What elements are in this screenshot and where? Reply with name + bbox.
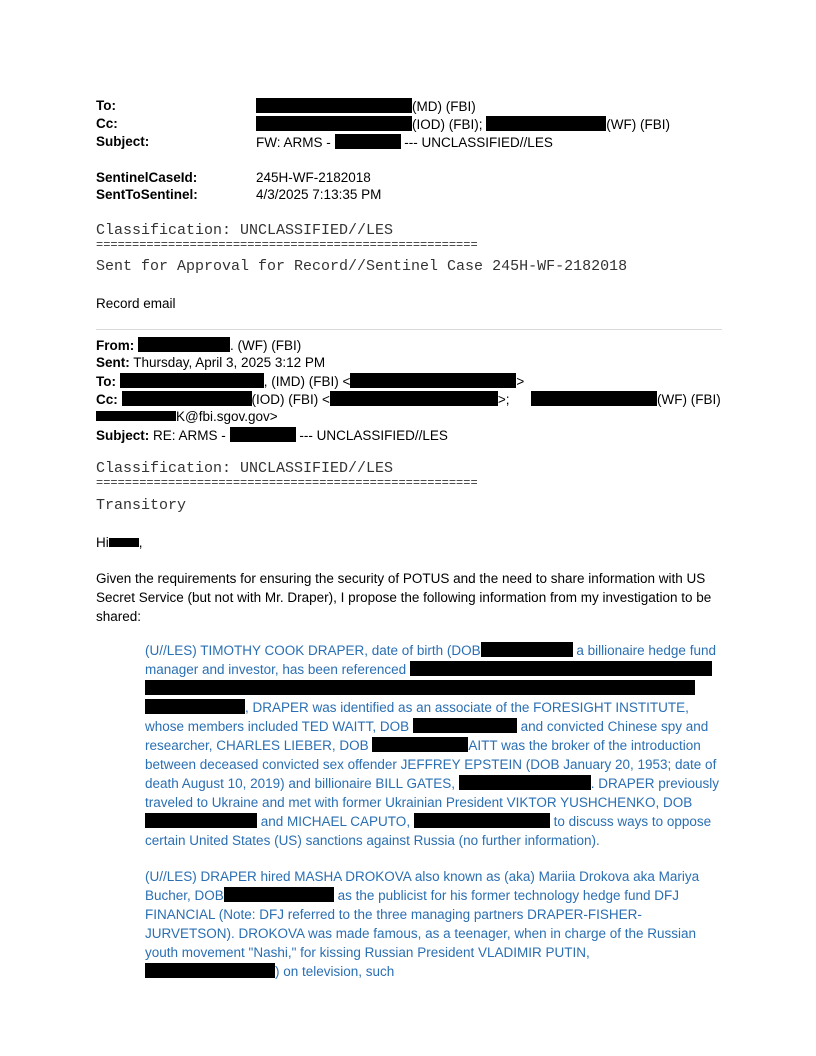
- subject-value: [256, 134, 553, 150]
- cc-label-2: Cc:: [96, 392, 118, 407]
- redaction: [145, 963, 275, 978]
- subject-label-2: Subject:: [96, 428, 150, 443]
- cc-value: [256, 116, 670, 132]
- redaction: [531, 391, 657, 406]
- classification-banner-2: Classification: UNCLASSIFIED//LES: [96, 460, 394, 477]
- redaction: [330, 391, 498, 406]
- cc-mid2: >;: [497, 392, 510, 407]
- classification-banner: Classification: UNCLASSIFIED//LES: [96, 222, 394, 239]
- cc-value-a: (IOD) (FBI);: [412, 117, 483, 132]
- cc-line: [96, 391, 510, 407]
- to-label: To:: [96, 98, 116, 113]
- p1-e: AITT was the broker of the introduction between deceased convicted sex offender JEFFREY EPSTEIN (DOB January 20, 1953; date of death August 10, 2019) and billionaire BILL GATES,: [145, 738, 717, 791]
- sentinel-approval-note: Sent for Approval for Record//Sentinel Case 245H-WF-2182018: [96, 258, 628, 275]
- cc-end: (WF) (FBI): [657, 392, 721, 407]
- sent-value: Thursday, April 3, 2025 3:12 PM: [133, 355, 326, 370]
- subject-prefix-2: RE: ARMS -: [153, 428, 226, 443]
- divider: [96, 329, 722, 330]
- from-value: . (WF) (FBI): [230, 338, 302, 353]
- to-label-2: To:: [96, 374, 116, 389]
- subject-suffix: --- UNCLASSIFIED//LES: [404, 135, 553, 150]
- subject-suffix-2: --- UNCLASSIFIED//LES: [299, 428, 448, 443]
- p1-d: and convicted Chinese spy and researcher, CHARLES LIEBER, DOB: [145, 719, 709, 753]
- p2-b: as the publicist for his former technology hedge fund DFJ FINANCIAL (Note: DFJ referred to the three managing partners DRAPER-FISHER-JURVETSON). DROKOVA was made famous, as a teenager, when in charge of the Russian youth movement "Nashi," for kissing Russian President VLADIMIR PUTIN,: [145, 888, 697, 960]
- sent-label: Sent:: [96, 355, 130, 370]
- redaction: [486, 116, 606, 131]
- sent-line: [96, 355, 325, 370]
- p1-c: , DRAPER was identified as an associate of the FORESIGHT INSTITUTE, whose members included TED WAITT, DOB: [145, 700, 689, 734]
- cc-email-fragment: K@fbi.sgov.gov>: [176, 409, 278, 424]
- p1-h: to discuss ways to oppose certain United States (US) sanctions against Russia (no further information).: [145, 814, 712, 848]
- p1-g: and MICHAEL CAPUTO,: [260, 814, 411, 829]
- redaction: [414, 813, 550, 828]
- cc-line-end: [531, 391, 721, 407]
- redaction: [109, 538, 139, 547]
- from-line: [96, 337, 301, 353]
- p1-f: . DRAPER previously traveled to Ukraine and met with former Ukrainian President VIKTOR YUSHCHENKO, DOB: [145, 776, 720, 810]
- sent-to-sentinel-value: 4/3/2025 7:13:35 PM: [256, 187, 382, 202]
- p1-b: a billionaire hedge fund manager and investor, has been referenced: [145, 643, 716, 677]
- cc-value-b: (WF) (FBI): [606, 117, 670, 132]
- redaction: [224, 887, 334, 902]
- redaction: [230, 427, 296, 442]
- cc-label: Cc:: [96, 116, 118, 131]
- greeting: [96, 535, 143, 550]
- redaction: [413, 718, 517, 733]
- banner-divider-2: =====================================================: [96, 476, 478, 490]
- redaction: [335, 134, 401, 149]
- to-line: [96, 373, 524, 389]
- redaction: [145, 680, 695, 695]
- redaction: [372, 737, 468, 752]
- sent-to-sentinel-label: SentToSentinel:: [96, 187, 198, 202]
- subject-prefix: FW: ARMS -: [256, 135, 331, 150]
- redaction: [459, 775, 591, 790]
- cc-line-2: [96, 409, 278, 424]
- record-email-text: Record email: [96, 296, 176, 311]
- to-value: [256, 98, 476, 114]
- from-label: From:: [96, 338, 135, 353]
- sentinel-case-label: SentinelCaseId:: [96, 170, 198, 185]
- redaction: [256, 98, 412, 113]
- redaction: [122, 391, 252, 406]
- redaction: [138, 337, 230, 352]
- redaction: [145, 813, 257, 828]
- cc-mid: (IOD) (FBI) <: [251, 392, 330, 407]
- to-end: >: [516, 374, 525, 389]
- to-value-text: (MD) (FBI): [412, 99, 476, 114]
- subject-line: [96, 427, 448, 443]
- subject-label: Subject:: [96, 134, 150, 149]
- redaction: [145, 699, 245, 714]
- redaction: [350, 373, 516, 388]
- sentinel-case-value: 245H-WF-2182018: [256, 170, 371, 185]
- to-mid: , (IMD) (FBI) <: [263, 374, 351, 389]
- greeting-end: ,: [138, 535, 143, 550]
- transitory-note: Transitory: [96, 497, 187, 514]
- p1-a: (U//LES) TIMOTHY COOK DRAPER, date of birth (DOB: [145, 643, 481, 658]
- paragraph-1: [145, 641, 720, 850]
- paragraph-2: [145, 867, 720, 981]
- redaction: [481, 642, 573, 657]
- banner-divider: =====================================================: [96, 238, 478, 252]
- intro-paragraph: Given the requirements for ensuring the security of POTUS and the need to share information with US Secret Service (but not with Mr. Draper), I propose the following information from my investigation to be shared:: [96, 571, 712, 624]
- redaction: [256, 116, 412, 131]
- p2-a: (U//LES) DRAPER hired MASHA DROKOVA also known as (aka) Mariia Drokova aka Mariya Bucher, DOB: [145, 869, 700, 903]
- greeting-text: Hi: [96, 535, 109, 550]
- redaction: [410, 661, 712, 676]
- p2-c: ) on television, such: [275, 964, 395, 979]
- redaction: [96, 411, 176, 421]
- redaction: [120, 373, 264, 388]
